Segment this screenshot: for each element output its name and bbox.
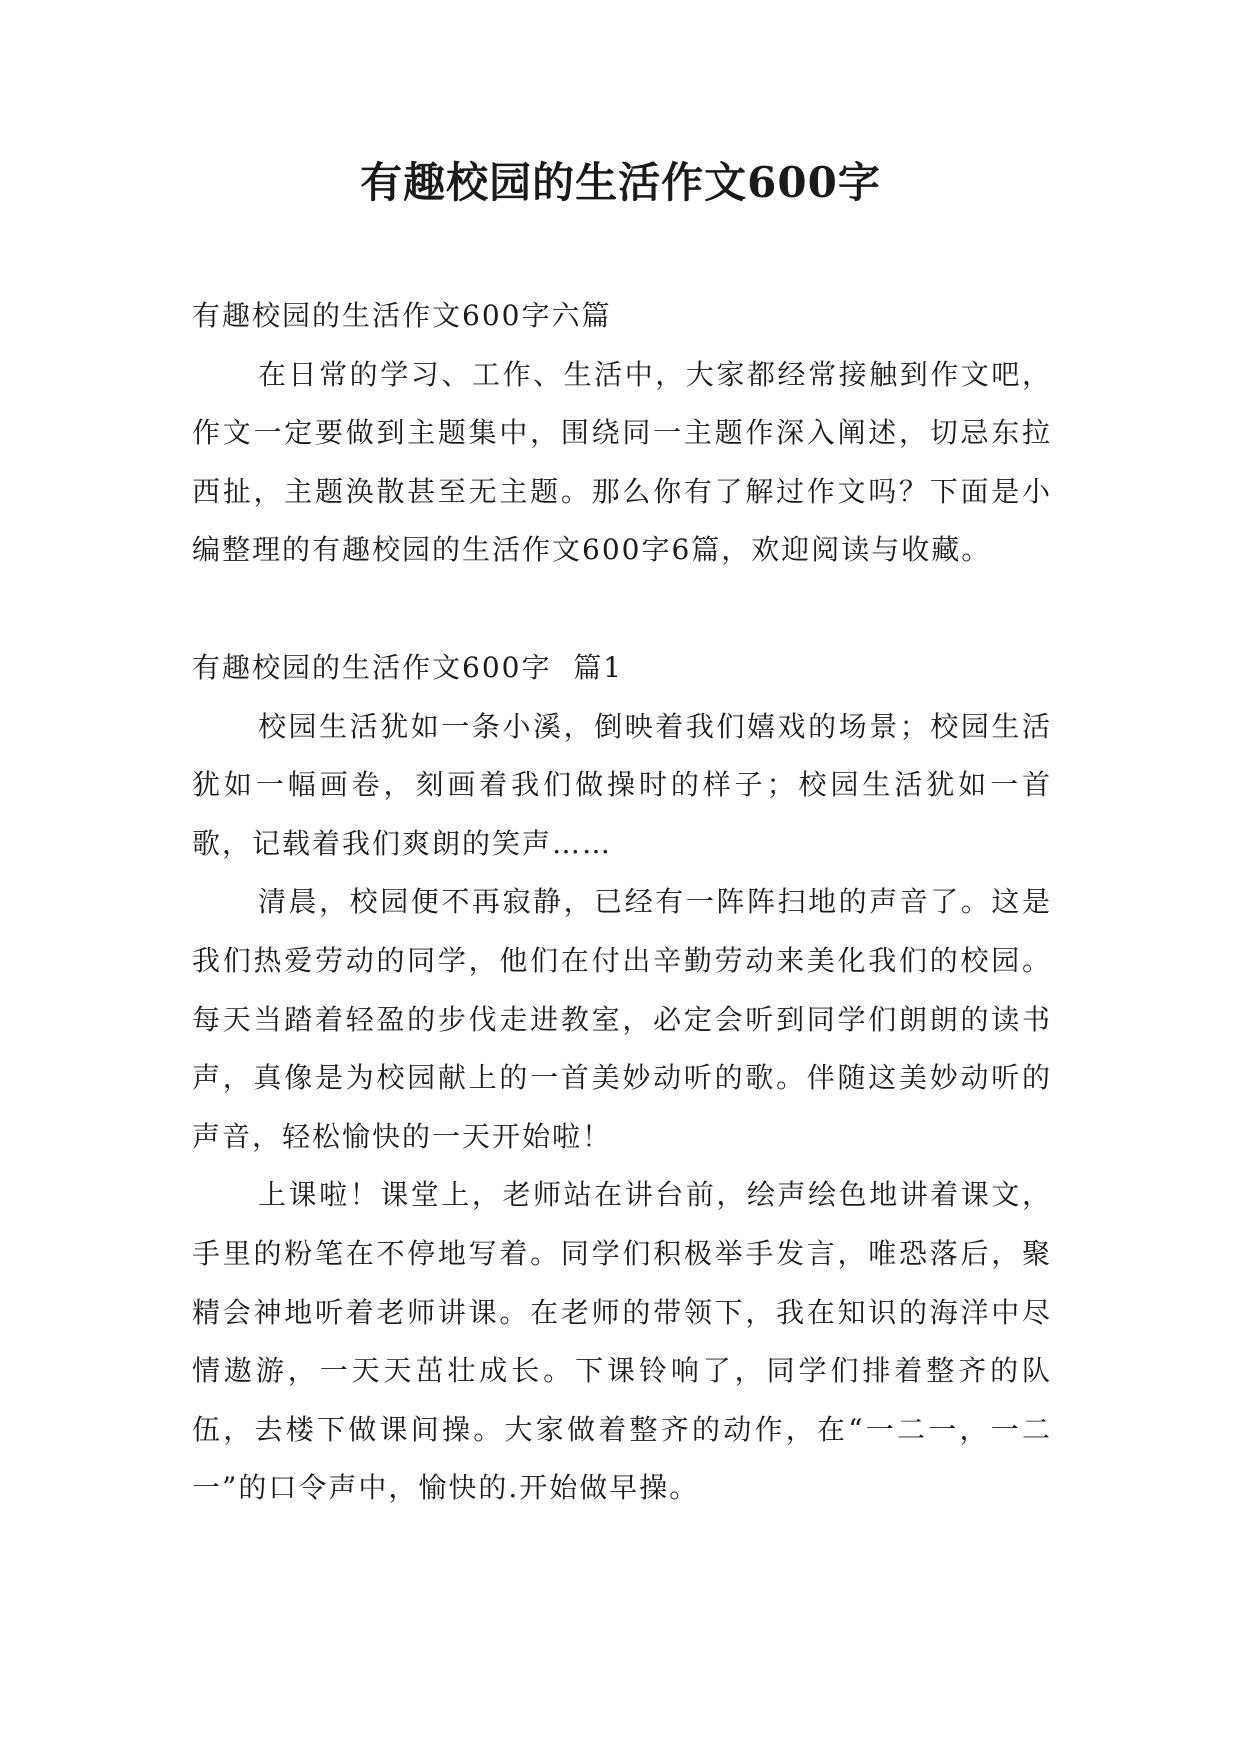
document-title: 有趣校园的生活作文600字	[360, 158, 881, 207]
section-gap	[192, 580, 1052, 639]
document-body	[192, 287, 1052, 1518]
body-paragraph: 清晨，校园便不再寂静，已经有一阵阵扫地的声音了。这是我们热爱劳动的同学，他们在付出辛勤劳动来美化我们的校园。每天当踏着轻盈的步伐走进教室，必定会听到同学们朗朗的读书声，真像是为校园献上的一首美妙动听的歌。伴随这美妙动听的声音，轻松愉快的一天开始啦！	[192, 885, 1052, 1153]
intro-paragraph: 在日常的学习、工作、生活中，大家都经常接触到作文吧，作文一定要做到主题集中，围绕同一主题作深入阐述，切忌东拉西扯，主题涣散甚至无主题。那么你有了解过作文吗？下面是小编整理的有趣校园的生活作文600字6篇，欢迎阅读与收藏。	[192, 357, 1052, 567]
document-subtitle: 有趣校园的生活作文600字六篇	[192, 299, 612, 332]
section-heading: 有趣校园的生活作文600字 篇1	[192, 650, 624, 684]
body-paragraph: 上课啦！课堂上，老师站在讲台前，绘声绘色地讲着课文，手里的粉笔在不停地写着。同学们积极举手发言，唯恐落后，聚精会神地听着老师讲课。在老师的带领下，我在知识的海洋中尽情遨游，一天天茁壮成长。下课铃响了，同学们排着整齐的队伍，去楼下做课间操。大家做着整齐的动作，在“一二一，一二一”的口令声中，愉快的.开始做早操。	[192, 1178, 1052, 1505]
body-paragraph: 校园生活犹如一条小溪，倒映着我们嬉戏的场景；校园生活犹如一幅画卷，刻画着我们做操时的样子；校园生活犹如一首歌，记载着我们爽朗的笑声……	[192, 709, 1052, 860]
